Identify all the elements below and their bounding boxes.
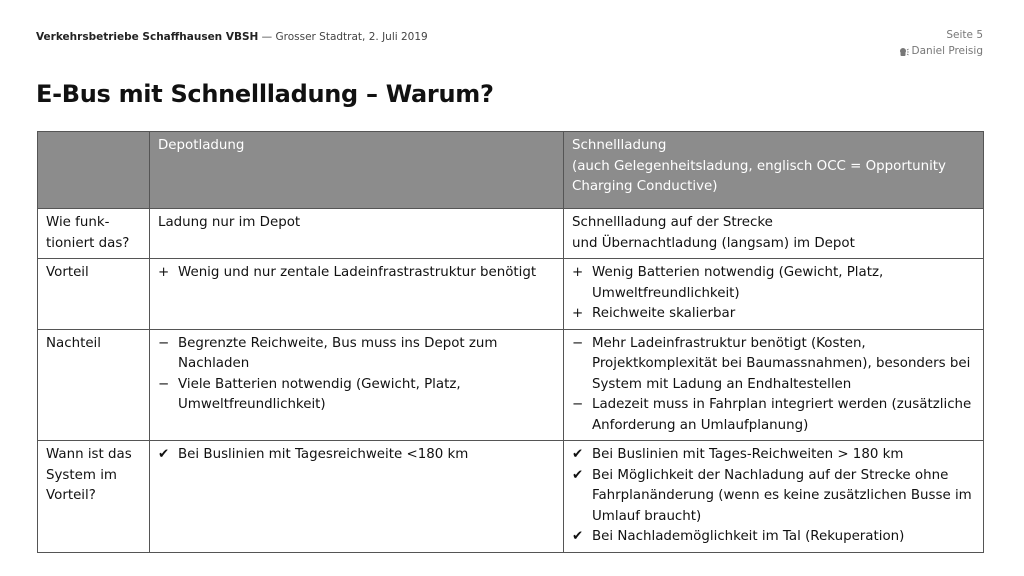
plus-marker: + xyxy=(572,306,584,321)
row-label: Nachteil xyxy=(38,329,150,441)
minus-marker: − xyxy=(158,335,170,351)
list-item: − Mehr Ladeinfrastruktur benötigt (Kosten, Projektkomplexität bei Baumassnahmen), besonders bei System mit Ladung an Endhaltestellen xyxy=(572,334,975,396)
list-item: + Wenig Batterien notwendig (Gewicht, Platz, Umweltfreundlichkeit) xyxy=(572,263,975,304)
row-label: Wie funk-tioniert das? xyxy=(38,209,150,259)
list-item: − Begrenzte Reichweite, Bus muss ins Depot zum Nachladen xyxy=(158,334,555,375)
list-item: − Viele Batterien notwendig (Gewicht, Platz, Umweltfreundlichkeit) xyxy=(158,375,555,416)
table-row xyxy=(38,209,984,259)
table-row xyxy=(38,329,984,441)
speaker-silhouette-icon xyxy=(899,46,909,56)
fast-cell xyxy=(564,329,984,441)
list-item: ✔ Bei Buslinien mit Tages-Reichweiten > 180 km xyxy=(572,445,975,466)
fast-line: Schnellladung auf der Strecke xyxy=(572,215,773,230)
header-fast-charging xyxy=(564,132,984,209)
fast-cell xyxy=(564,209,984,259)
plus-marker: + xyxy=(572,265,584,280)
fast-cell xyxy=(564,441,984,553)
fast-line: und Übernachtladung (langsam) im Depot xyxy=(572,235,855,251)
checkmark-icon: ✔ xyxy=(572,447,584,462)
row-label: Wann ist das System im Vorteil? xyxy=(38,441,150,553)
list-item: + Reichweite skalierbar xyxy=(572,304,975,325)
organization-name: Verkehrsbetriebe Schaffhausen VBSH xyxy=(36,31,259,43)
page-number: Seite 5 xyxy=(946,29,983,41)
table-row xyxy=(38,259,984,330)
header-empty-cell xyxy=(38,132,150,209)
fast-cell xyxy=(564,259,984,330)
checkmark-icon: ✔ xyxy=(158,447,170,462)
table-header-row xyxy=(38,132,984,209)
minus-marker: − xyxy=(158,376,170,392)
checkmark-icon: ✔ xyxy=(572,529,584,544)
page-info xyxy=(899,27,983,59)
comparison-table xyxy=(37,131,984,553)
depot-cell xyxy=(150,441,564,553)
minus-marker: − xyxy=(572,397,584,412)
list-item: ✔ Bei Nachlademöglichkeit im Tal (Rekuperation) xyxy=(572,527,975,548)
depot-cell: Ladung nur im Depot xyxy=(150,209,564,259)
list-item: − Ladezeit muss in Fahrplan integriert werden (zusätzliche Anforderung an Umlaufplanung) xyxy=(572,395,975,436)
slide-title: E-Bus mit Schnellladung – Warum? xyxy=(36,80,494,108)
author-name: Daniel Preisig xyxy=(911,45,983,57)
list-item: + Wenig und nur zentale Ladeinfrastrastruktur benötigt xyxy=(158,263,555,284)
meeting-subtitle: — Grosser Stadtrat, 2. Juli 2019 xyxy=(261,31,428,43)
plus-marker: + xyxy=(158,265,170,280)
author-row xyxy=(899,43,983,59)
checkmark-icon: ✔ xyxy=(572,467,584,483)
row-label: Vorteil xyxy=(38,259,150,330)
list-item: ✔ Bei Buslinien mit Tagesreichweite <180 km xyxy=(158,445,555,466)
presentation-header xyxy=(36,31,428,43)
header-fast-title: Schnellladung xyxy=(572,138,667,153)
header-depot: Depotladung xyxy=(150,132,564,209)
depot-cell xyxy=(150,259,564,330)
table-row xyxy=(38,441,984,553)
minus-marker: − xyxy=(572,335,584,351)
depot-cell xyxy=(150,329,564,441)
header-fast-subtitle: (auch Gelegenheitsladung, englisch OCC = Opportunity Charging Conductive) xyxy=(572,158,946,194)
list-item: ✔ Bei Möglichkeit der Nachladung auf der Strecke ohne Fahrplanänderung (wenn es keine zusätzlichen Busse im Umlauf braucht) xyxy=(572,466,975,528)
